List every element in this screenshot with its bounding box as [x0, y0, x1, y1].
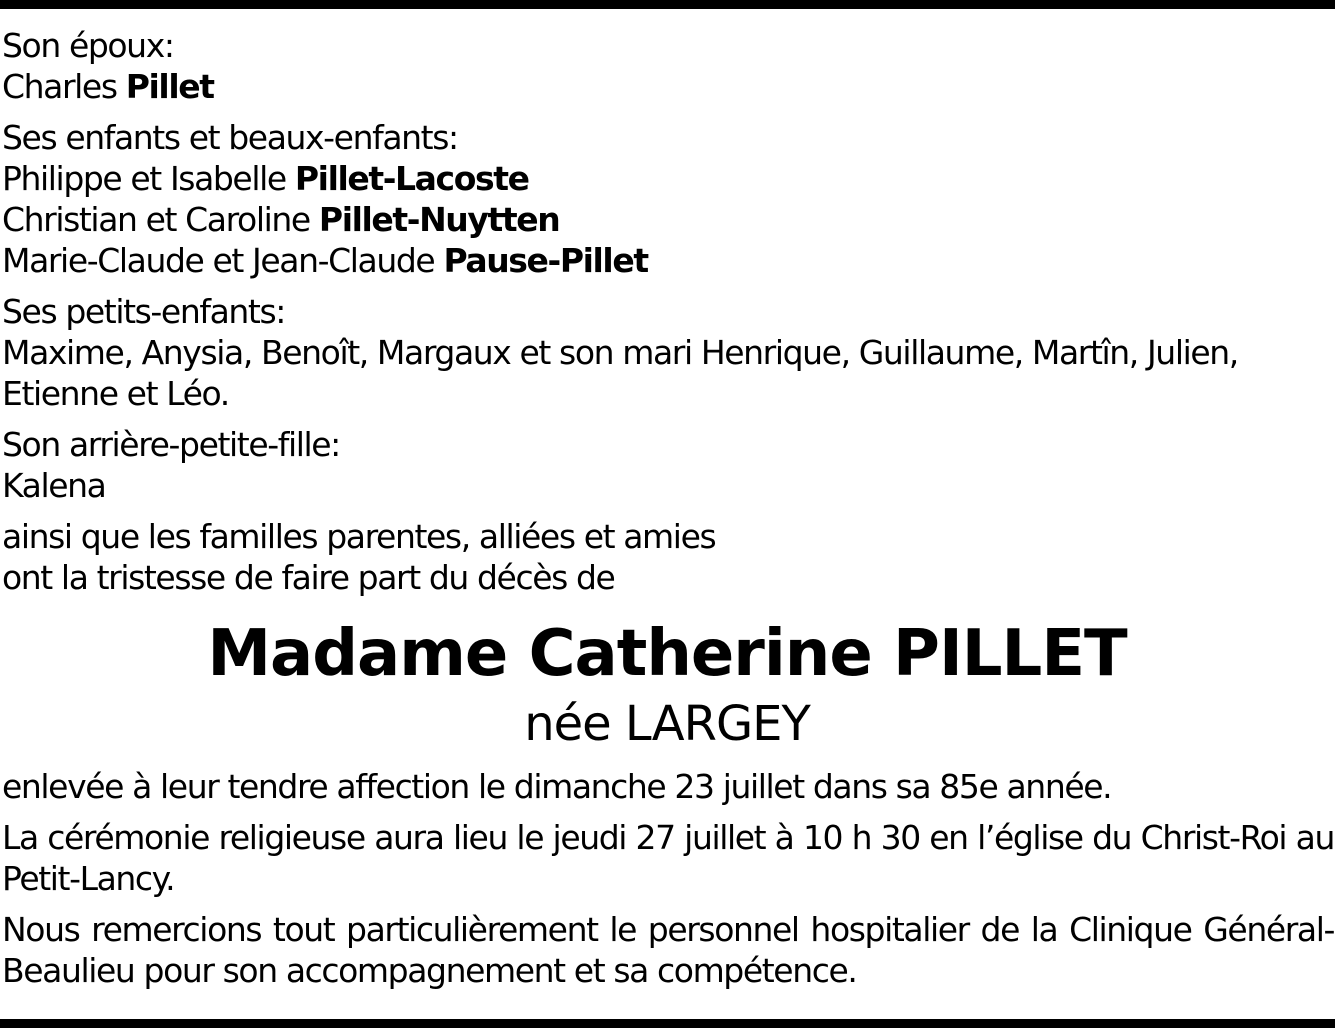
bottom-rule — [0, 1019, 1335, 1028]
grandchildren-names: Maxime, Anysia, Benoît, Margaux et son mari Henrique, Guillaume, Martîn, Julien, Etienne et Léo. — [2, 333, 1238, 413]
deceased-birth-name: née LARGEY — [524, 696, 810, 752]
spouse-first-name: Charles — [2, 67, 117, 106]
great-granddaughter-name: Kalena — [2, 466, 106, 505]
child-last-name: Pillet-Nuytten — [318, 200, 560, 239]
deceased-name: Madame Catherine PILLET — [207, 617, 1127, 691]
spouse-last-name: Pillet — [125, 67, 214, 106]
child-first-names: Marie-Claude et Jean-Claude — [2, 241, 435, 280]
passing-text: enlevée à leur tendre affection le dimanche 23 juillet dans sa 85e année. — [2, 767, 1112, 806]
child-last-name: Pause-Pillet — [443, 241, 648, 280]
families-line: ainsi que les familles parentes, alliées et amies — [2, 517, 716, 556]
child-entry — [2, 199, 1334, 240]
thanks-section — [2, 909, 1334, 991]
families-section — [2, 516, 1334, 598]
children-section — [2, 117, 1334, 281]
child-first-names: Philippe et Isabelle — [2, 159, 286, 198]
great-granddaughter-section — [2, 424, 1334, 506]
ceremony-section — [2, 817, 1334, 899]
passing-section — [2, 766, 1334, 807]
child-first-names: Christian et Caroline — [2, 200, 310, 239]
spouse-heading: Son époux: — [2, 26, 174, 65]
grandchildren-section — [2, 291, 1334, 414]
great-granddaughter-heading: Son arrière-petite-fille: — [2, 425, 340, 464]
child-last-name: Pillet-Lacoste — [294, 159, 529, 198]
obituary-notice — [2, 25, 1334, 1001]
spouse-section — [2, 25, 1334, 107]
top-rule — [0, 0, 1335, 9]
child-entry — [2, 240, 1334, 281]
thanks-text: Nous remercions tout particulièrement le personnel hospitalier de la Clinique Général-Beaulieu pour son accompagnement et sa compétence. — [2, 910, 1334, 990]
spouse-name — [2, 66, 1334, 107]
grandchildren-heading: Ses petits-enfants: — [2, 292, 285, 331]
ceremony-text: La cérémonie religieuse aura lieu le jeudi 27 juillet à 10 h 30 en l’église du Christ-Roi au Petit-Lancy. — [2, 818, 1334, 898]
child-entry — [2, 158, 1334, 199]
announcement-line: ont la tristesse de faire part du décès de — [2, 558, 615, 597]
children-heading: Ses enfants et beaux-enfants: — [2, 118, 458, 157]
